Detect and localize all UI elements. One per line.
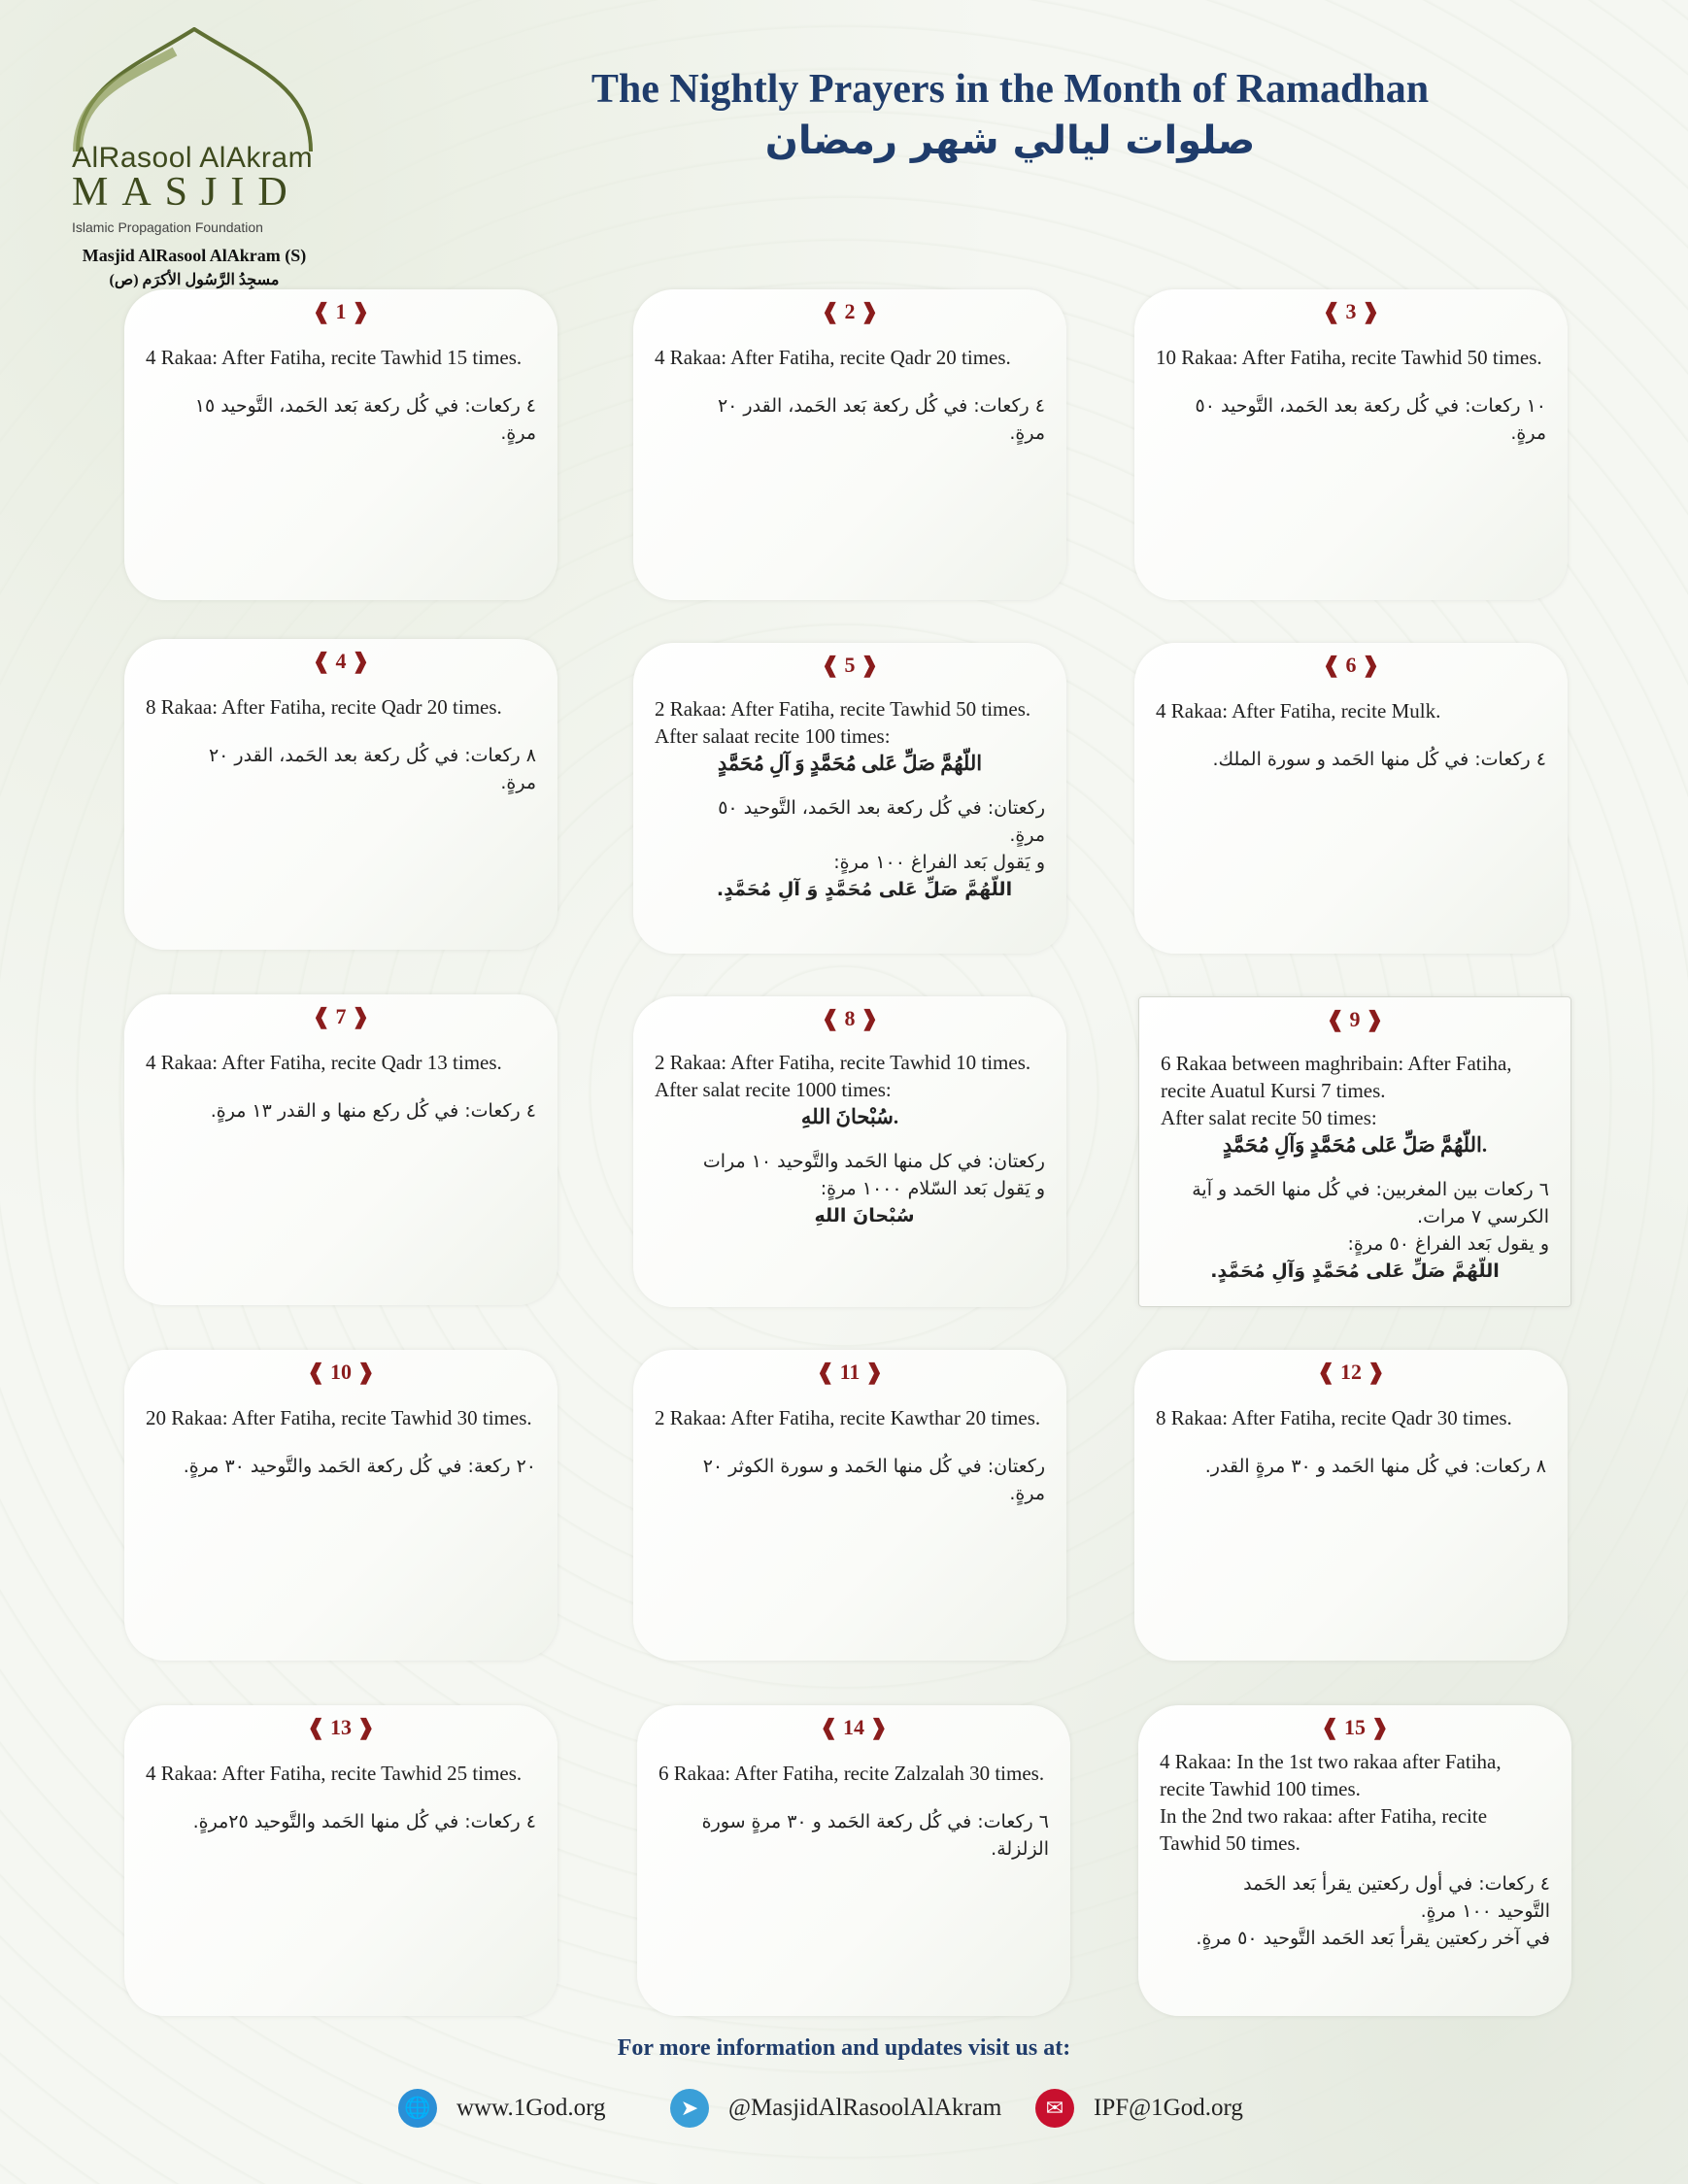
logo-caption-ar: مسجِدُ الرَّسُول الأكرَم (ص) [109, 272, 280, 288]
logo-line-3: Islamic Propagation Foundation [72, 219, 263, 235]
card-text-en: 8 Rakaa: After Fatiha, recite Qadr 30 times. [1156, 1406, 1512, 1429]
card-text-en-body: 6 Rakaa between maghribain: After Fatiha, recite Auatul Kursi 7 times. After salat recite 50 times: [1161, 1052, 1512, 1129]
page-title-arabic: صلوات ليالي شهر رمضان [764, 118, 1256, 163]
card-dua-ar: اللّهُمَّ صَلِّ عَلى مُحَمَّدٍ وَ آلِ مُحَمَّدٍ. [716, 879, 1013, 900]
card-text-ar [1161, 1176, 1549, 1285]
card-text-en: 4 Rakaa: In the 1st two rakaa after Fatiha, recite Tawhid 100 times. In the 2nd two rakaa: after Fatiha, recite Tawhid 50 times. [1160, 1750, 1502, 1855]
card-text-en: 10 Rakaa: After Fatiha, recite Tawhid 50 times. [1156, 346, 1542, 369]
card-text-ar-body: ركعتان: في كُل ركعة بعد الحَمد، التَّوحيد ٥٠ مرةٍ. و يَقول بَعد الفراغ ١٠٠ مرةٍ: [718, 797, 1045, 873]
prayer-card-10 [124, 1350, 557, 1661]
prayer-card-1 [124, 289, 557, 600]
card-dua-en: اللّهُمَّ صَلِّ عَلى مُحَمَّدٍ وَآلِ مُحَمَّدٍ. [1222, 1133, 1488, 1157]
card-text-en: 4 Rakaa: After Fatiha, recite Mulk. [1156, 699, 1441, 722]
card-text-en: 20 Rakaa: After Fatiha, recite Tawhid 30 times. [146, 1406, 532, 1429]
card-number: ❰ 2 ❱ [821, 299, 879, 323]
card-text-ar: ٨ ركعات: في كُل ركعة بعد الحَمد، القدر ٢٠ مرةٍ. [208, 745, 536, 793]
dome-icon [68, 27, 321, 153]
telegram-text[interactable]: @MasjidAlRasoolAlAkram [728, 2095, 1002, 2121]
prayer-card-7 [124, 994, 557, 1305]
email-link[interactable] [1035, 2088, 1243, 2129]
logo-line-1: AlRasool AlAkram [72, 142, 314, 174]
card-text-ar: ٦ ركعات: في كُل ركعة الحَمد و ٣٠ مرةٍ سورة الزلزلة. [701, 1811, 1049, 1860]
masjid-logo [58, 27, 321, 288]
card-number: ❰ 6 ❱ [1322, 653, 1380, 677]
logo-caption-en: Masjid AlRasool AlAkram (S) [82, 246, 307, 265]
prayer-card-2 [633, 289, 1066, 600]
card-text-en: 6 Rakaa: After Fatiha, recite Zalzalah 30 times. [658, 1762, 1045, 1785]
prayer-card-5 [633, 643, 1066, 954]
card-text-ar: ٢٠ ركعة: في كُل ركعة الحَمد والتَّوحيد ٣٠ مرةٍ. [183, 1456, 536, 1477]
card-text-ar: ٤ ركعات: في كُل ركعة بَعد الحَمد، التَّوحيد ١٥ مرةٍ. [194, 395, 536, 444]
card-number: ❰ 12 ❱ [1317, 1360, 1385, 1384]
card-text-en [1161, 1050, 1549, 1159]
card-text-ar [655, 1148, 1045, 1229]
card-text-en-body: 2 Rakaa: After Fatiha, recite Tawhid 50 times. After salaat recite 100 times: [655, 697, 1031, 748]
card-number: ❰ 9 ❱ [1326, 1007, 1384, 1031]
card-number: ❰ 10 ❱ [307, 1360, 375, 1384]
card-text-en: 4 Rakaa: After Fatiha, recite Tawhid 15 times. [146, 346, 523, 369]
website-text[interactable]: www.1God.org [456, 2095, 606, 2121]
card-dua-ar: سُبْحانَ اللهِ [814, 1205, 915, 1226]
card-text-ar: ٤ ركعات: في كُل ركع منها و القدر ١٣ مرةٍ. [210, 1100, 536, 1122]
prayer-card-13 [124, 1705, 557, 2016]
card-number: ❰ 13 ❱ [307, 1715, 375, 1739]
card-dua-en: اللّهُمَّ صَلِّ عَلى مُحَمَّدٍ وَ آلِ مُحَمَّدٍ [717, 752, 983, 775]
card-text-ar-body: ركعتان: في كل منها الحَمد والتَّوحيد ١٠ مرات و يَقول بَعد السّلام ١٠٠٠ مرةٍ: [702, 1151, 1045, 1199]
card-number: ❰ 7 ❱ [312, 1004, 370, 1028]
telegram-icon: ➤ [670, 2089, 709, 2128]
prayer-card-3 [1134, 289, 1568, 600]
prayer-card-6 [1134, 643, 1568, 954]
card-text-en: 4 Rakaa: After Fatiha, recite Tawhid 25 times. [146, 1762, 523, 1785]
card-number: ❰ 1 ❱ [312, 299, 370, 323]
card-number: ❰ 5 ❱ [821, 653, 879, 677]
card-text-en: 8 Rakaa: After Fatiha, recite Qadr 20 times. [146, 695, 502, 719]
prayer-card-8 [633, 996, 1066, 1307]
card-number: ❰ 15 ❱ [1321, 1715, 1389, 1739]
card-number: ❰ 8 ❱ [821, 1006, 879, 1030]
globe-icon: 🌐 [398, 2089, 437, 2128]
card-text-en-body: 2 Rakaa: After Fatiha, recite Tawhid 10 times. After salat recite 1000 times: [655, 1051, 1031, 1101]
prayer-card-9 [1138, 996, 1571, 1307]
card-text-ar: ٤ ركعات: في كُل منها الحَمد والتَّوحيد ٢٥مرةٍ. [192, 1811, 536, 1832]
card-text-ar [655, 794, 1045, 903]
logo-line-2: MASJID [72, 170, 301, 215]
card-text-ar-body: ٦ ركعات بين المغربين: في كُل منها الحَمد و آية الكرسي ٧ مرات. و يقول بَعد الفراغ ٥٠ مرةٍ: [1192, 1179, 1549, 1255]
email-text[interactable]: IPF@1God.org [1094, 2095, 1243, 2121]
email-icon: ✉ [1035, 2089, 1074, 2128]
card-dua-en: سُبْحانَ اللهِ. [800, 1105, 899, 1128]
card-text-ar: ٤ ركعات: في كُل ركعة بَعد الحَمد، القدر ٢٠ مرةٍ. [717, 395, 1045, 444]
card-dua-ar: اللّهُمَّ صَلِّ عَلى مُحَمَّدٍ وَآلِ مُحَمَّدٍ. [1210, 1260, 1500, 1282]
card-number: ❰ 14 ❱ [820, 1715, 888, 1739]
prayer-card-11 [633, 1350, 1066, 1661]
page-title: The Nightly Prayers in the Month of Ramadhan [591, 67, 1430, 112]
card-text-ar: ١٠ ركعات: في كُل ركعة بعد الحَمد، التَّوحيد ٥٠ مرةٍ. [1195, 395, 1546, 444]
footer-title: For more information and updates visit us at: [617, 2035, 1071, 2061]
card-text-en: 2 Rakaa: After Fatiha, recite Kawthar 20 times. [655, 1406, 1041, 1429]
card-number: ❰ 11 ❱ [816, 1360, 884, 1384]
card-text-en: 4 Rakaa: After Fatiha, recite Qadr 13 times. [146, 1051, 502, 1074]
card-text-en [655, 1049, 1045, 1130]
telegram-link[interactable] [670, 2088, 1001, 2129]
card-text-en [655, 695, 1045, 777]
prayer-card-15 [1138, 1705, 1571, 2016]
card-text-ar: ركعتان: في كُل منها الحَمد و سورة الكوثر ٢٠ مرةٍ. [702, 1456, 1045, 1504]
card-text-ar: ٨ ركعات: في كُل منها الحَمد و ٣٠ مرةٍ القدر. [1204, 1456, 1546, 1477]
prayer-card-12 [1134, 1350, 1568, 1661]
card-number: ❰ 4 ❱ [312, 649, 370, 673]
card-number: ❰ 3 ❱ [1322, 299, 1380, 323]
card-text-ar: ٤ ركعات: في كُل منها الحَمد و سورة الملك. [1212, 749, 1546, 770]
prayer-card-14 [637, 1705, 1070, 2016]
prayer-card-4 [124, 639, 557, 950]
card-text-en: 4 Rakaa: After Fatiha, recite Qadr 20 times. [655, 346, 1011, 369]
website-link[interactable] [398, 2088, 605, 2129]
card-text-ar: ٤ ركعات: في أول ركعتين يقرأ بَعد الحَمد التَّوحيد ١٠٠ مرةٍ. في آخر ركعتين يقرأ بَعد الحَمد التَّوحيد ٥٠ مرةٍ. [1196, 1873, 1550, 1949]
